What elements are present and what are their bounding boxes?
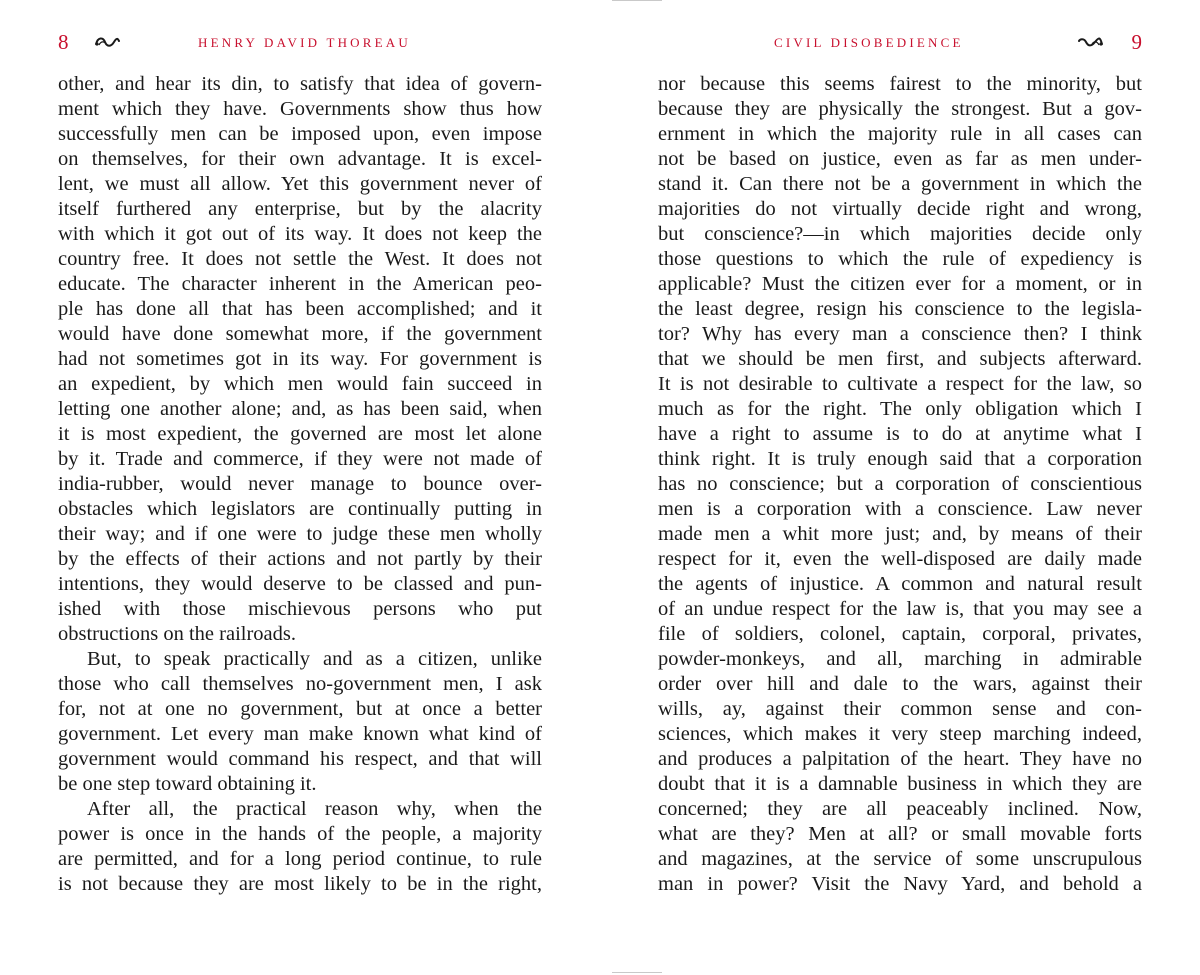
text-line: government would command his respect, and that will <box>58 748 542 770</box>
text-line: doubt that it is a damnable business in which they are <box>658 773 1142 795</box>
text-line: After all, the practical reason why, when the <box>87 798 542 820</box>
text-line: itself furthered any enterprise, but by the alacrity <box>58 198 542 220</box>
text-line: power is once in the hands of the people, a majority <box>58 823 542 845</box>
text-line: are permitted, and for a long period continue, to rule <box>58 848 542 870</box>
text-line: what are they? Men at all? or small movable forts <box>658 823 1142 845</box>
text-line: is not because they are most likely to be in the right, <box>58 873 542 895</box>
text-line: by it. Trade and commerce, if they were not made of <box>58 448 542 470</box>
text-line: an expedient, by which men would fain succeed in <box>58 373 542 395</box>
text-line: men is a corporation with a conscience. Law never <box>658 498 1142 520</box>
text-line: But, to speak practically and as a citizen, unlike <box>87 648 542 670</box>
text-line: much as for the right. The only obligation which I <box>658 398 1142 420</box>
text-line: government. Let every man make known what kind of <box>58 723 542 745</box>
right-page-number: 9 <box>1131 30 1142 54</box>
text-line: tor? Why has every man a conscience then? I think <box>658 323 1142 345</box>
text-line: ment which they have. Governments show thus how <box>58 98 542 120</box>
text-line: ernment in which the majority rule in all cases can <box>658 123 1142 145</box>
text-line: other, and hear its din, to satisfy that idea of govern- <box>58 73 542 95</box>
text-line: nor because this seems fairest to the minority, but <box>658 73 1142 95</box>
text-line: powder-monkeys, and all, marching in admirable <box>658 648 1142 670</box>
text-line: had not sometimes got in its way. For government is <box>58 348 542 370</box>
text-line: have a right to assume is to do at anytime what I <box>658 423 1142 445</box>
text-line: and magazines, at the service of some unscrupulous <box>658 848 1142 870</box>
text-line: india-rubber, would never manage to bounce over- <box>58 473 542 495</box>
text-line: be one step toward obtaining it. <box>58 773 317 795</box>
text-line: not be based on justice, even as far as men under- <box>658 148 1142 170</box>
text-line: the agents of injustice. A common and natural result <box>658 573 1142 595</box>
text-line: would have done somewhat more, if the government <box>58 323 542 345</box>
text-line: applicable? Must the citizen ever for a moment, or in <box>658 273 1142 295</box>
text-line: It is not desirable to cultivate a respect for the law, so <box>658 373 1142 395</box>
text-line: those questions to which the rule of expediency is <box>658 248 1142 270</box>
right-page-text <box>658 72 1142 897</box>
text-line: and produces a palpitation of the heart. They have no <box>658 748 1142 770</box>
text-line: concerned; they are all peaceably inclined. Now, <box>658 798 1142 820</box>
text-line: because they are physically the strongest. But a gov- <box>658 98 1142 120</box>
text-line: lent, we must all allow. Yet this government never of <box>58 173 542 195</box>
text-line: file of soldiers, colonel, captain, corporal, privates, <box>658 623 1142 645</box>
text-line: that we should be men first, and subjects afterward. <box>658 348 1142 370</box>
left-page-number: 8 <box>58 30 69 54</box>
right-page <box>658 0 1142 975</box>
text-line: majorities do not virtually decide right and wrong, <box>658 198 1142 220</box>
left-page <box>58 0 542 975</box>
left-page-text <box>58 72 542 897</box>
text-line: has no conscience; but a corporation of conscientious <box>658 473 1142 495</box>
text-line: it is most expedient, the governed are most let alone <box>58 423 542 445</box>
text-line: ple has done all that has been accomplished; and it <box>58 298 542 320</box>
text-line: obstructions on the railroads. <box>58 623 296 645</box>
text-line: sciences, which makes it very steep marching indeed, <box>658 723 1142 745</box>
left-running-head <box>58 28 542 58</box>
fleuron-ornament-icon <box>1078 32 1104 52</box>
text-line: the least degree, resign his conscience to the legisla- <box>658 298 1142 320</box>
gutter-mark-top <box>612 0 662 1</box>
text-line: with which it got out of its way. It does not keep the <box>58 223 542 245</box>
text-line: think right. It is truly enough said that a corporation <box>658 448 1142 470</box>
text-line: country free. It does not settle the West. It does not <box>58 248 542 270</box>
text-line: ished with those mischievous persons who put <box>58 598 542 620</box>
text-line: intentions, they would deserve to be classed and pun- <box>58 573 542 595</box>
text-line: man in power? Visit the Navy Yard, and behold a <box>658 873 1142 895</box>
text-line: wills, ay, against their common sense and con- <box>658 698 1142 720</box>
text-line: those who call themselves no-government men, I ask <box>58 673 542 695</box>
text-line: of an undue respect for the law is, that you may see a <box>658 598 1142 620</box>
text-line: respect for it, even the well-disposed are daily made <box>658 548 1142 570</box>
fleuron-ornament-icon <box>94 32 120 52</box>
text-line: by the effects of their actions and not partly by their <box>58 548 542 570</box>
text-line: on themselves, for their own advantage. It is excel- <box>58 148 542 170</box>
right-running-head-title: CIVIL DISOBEDIENCE <box>774 35 964 50</box>
right-running-head <box>658 28 1142 58</box>
gutter-mark-bottom <box>612 972 662 973</box>
text-line: their way; and if one were to judge these men wholly <box>58 523 542 545</box>
text-line: stand it. Can there not be a government in which the <box>658 173 1142 195</box>
text-line: letting one another alone; and, as has been said, when <box>58 398 542 420</box>
text-line: successfully men can be imposed upon, even impose <box>58 123 542 145</box>
text-line: for, not at one no government, but at once a better <box>58 698 542 720</box>
text-line: order over hill and dale to the wars, against their <box>658 673 1142 695</box>
text-line: educate. The character inherent in the American peo- <box>58 273 542 295</box>
text-line: obstacles which legislators are continually putting in <box>58 498 542 520</box>
text-line: but conscience?—in which majorities decide only <box>658 223 1142 245</box>
left-running-head-title: HENRY DAVID THOREAU <box>198 35 411 50</box>
text-line: made men a whit more just; and, by means of their <box>658 523 1142 545</box>
